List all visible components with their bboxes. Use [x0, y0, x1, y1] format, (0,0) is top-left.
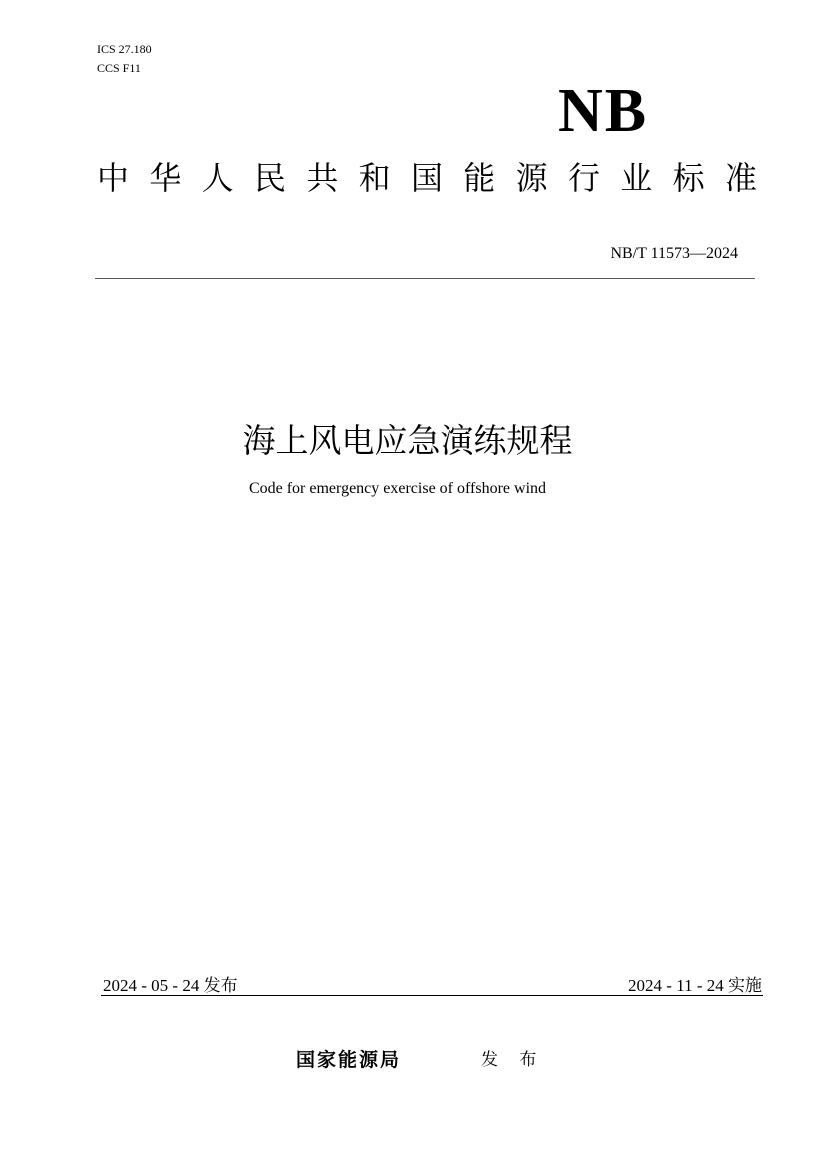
standard-title-char: 行 [567, 159, 600, 197]
header-divider [95, 278, 755, 279]
ccs-code: CCS F11 [97, 61, 141, 75]
standard-title-char: 中 [97, 159, 130, 197]
standard-title-char: 和 [358, 159, 391, 197]
standard-title-char: 业 [620, 159, 653, 197]
standard-title-char: 民 [253, 159, 286, 197]
document-title: 海上风电应急演练规程 [242, 421, 573, 460]
standard-title [97, 158, 757, 198]
standard-title-char: 共 [306, 159, 339, 197]
standard-title-char: 华 [149, 159, 182, 197]
standard-title-char: 源 [515, 159, 548, 197]
footer-divider [101, 995, 763, 996]
publish-label: 发 布 [481, 1050, 545, 1070]
nb-logo: NB [558, 77, 649, 145]
implement-label: 实施 [728, 976, 762, 996]
standard-number: NB/T 11573—2024 [610, 245, 738, 262]
standard-title-char: 标 [672, 159, 705, 197]
issuer-name: 国家能源局 [296, 1049, 402, 1071]
issue-label: 发布 [203, 976, 238, 996]
ics-code: ICS 27.180 [97, 42, 152, 56]
implement-date [560, 975, 762, 997]
document-subtitle: Code for emergency exercise of offshore wind [248, 480, 547, 497]
standard-title-char: 人 [201, 159, 234, 197]
implement-date-value: 2024 - 11 - 24 [628, 976, 724, 995]
standard-title-char: 国 [410, 159, 443, 197]
standard-title-char: 准 [724, 159, 757, 197]
issue-date-value: 2024 - 05 - 24 [103, 976, 200, 995]
standard-title-char: 能 [463, 159, 496, 197]
issue-date [103, 975, 238, 997]
